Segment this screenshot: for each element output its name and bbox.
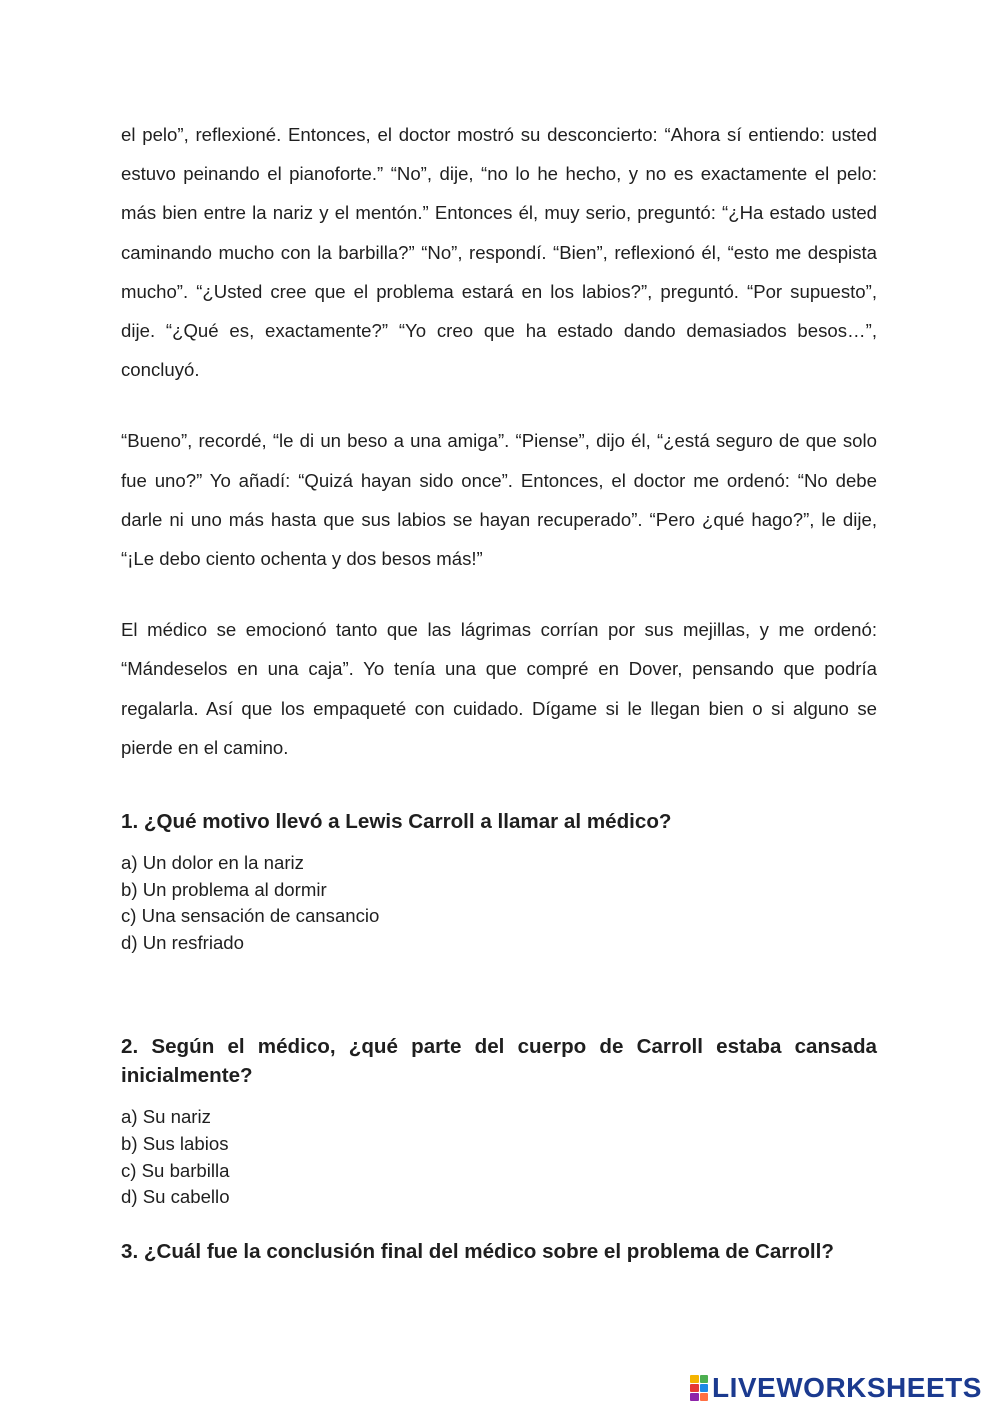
question-1-option-b: b) Un problema al dormir	[121, 878, 327, 900]
question-2: 2. Según el médico, ¿qué parte del cuerpo de Carroll estaba cansada inicialmente?	[121, 1035, 877, 1088]
question-2-option-d: d) Su cabello	[121, 1186, 230, 1208]
liveworksheets-brand	[690, 1373, 982, 1403]
question-1: 1. ¿Qué motivo llevó a Lewis Carroll a llamar al médico?	[121, 810, 672, 834]
story-paragraph-3: El médico se emocionó tanto que las lágrimas corrían por sus mejillas, y me ordenó: “Mándeselos en una caja”. Yo tenía una que compré en Dover, pensando que podría regalarla. Así que los empaqueté con cuidado. Dígame si le llegan bien o si alguno se pierde en el camino.	[121, 619, 877, 758]
liveworksheets-logo-icon	[690, 1375, 708, 1401]
question-2-option-c: c) Su barbilla	[121, 1159, 230, 1181]
question-1-option-c: c) Una sensación de cansancio	[121, 905, 380, 927]
question-1-option-d: d) Un resfriado	[121, 931, 244, 953]
question-1-option-a: a) Un dolor en la nariz	[121, 852, 304, 874]
question-1-options	[121, 850, 877, 956]
question-2-option-b: b) Sus labios	[121, 1133, 229, 1155]
story-paragraph-1: el pelo”, reflexioné. Entonces, el doctor mostró su desconcierto: “Ahora sí entiendo: usted estuvo peinando el pianoforte.” “No”, dije, “no lo he hecho, y no es exactamente el pelo: más bien entre la nariz y el mentón.” Entonces él, muy serio, preguntó: “¿Ha estado usted caminando mucho con la barbilla?” “No”, respondí. “Bien”, reflexionó él, “esto me despista mucho”. “¿Usted cree que el problema estará en los labios?”, preguntó. “Por supuesto”, dije. “¿Qué es, exactamente?” “Yo creo que ha estado dando demasiados besos…”, concluyó.	[121, 124, 877, 381]
story-paragraph-2: “Bueno”, recordé, “le di un beso a una amiga”. “Piense”, dijo él, “¿está seguro de que solo fue uno?” Yo añadí: “Quizá hayan sido once”. Entonces, el doctor me ordenó: “No debe darle ni uno más hasta que sus labios se hayan recuperado”. “Pero ¿qué hago?”, le dije, “¡Le debo ciento ochenta y dos besos más!”	[121, 430, 877, 570]
worksheet-page	[121, 115, 877, 1266]
brand-name: LIVEWORKSHEETS	[712, 1372, 982, 1403]
question-2-options	[121, 1104, 877, 1210]
question-2-option-a: a) Su nariz	[121, 1106, 211, 1128]
question-3: 3. ¿Cuál fue la conclusión final del médico sobre el problema de Carroll?	[121, 1239, 834, 1263]
